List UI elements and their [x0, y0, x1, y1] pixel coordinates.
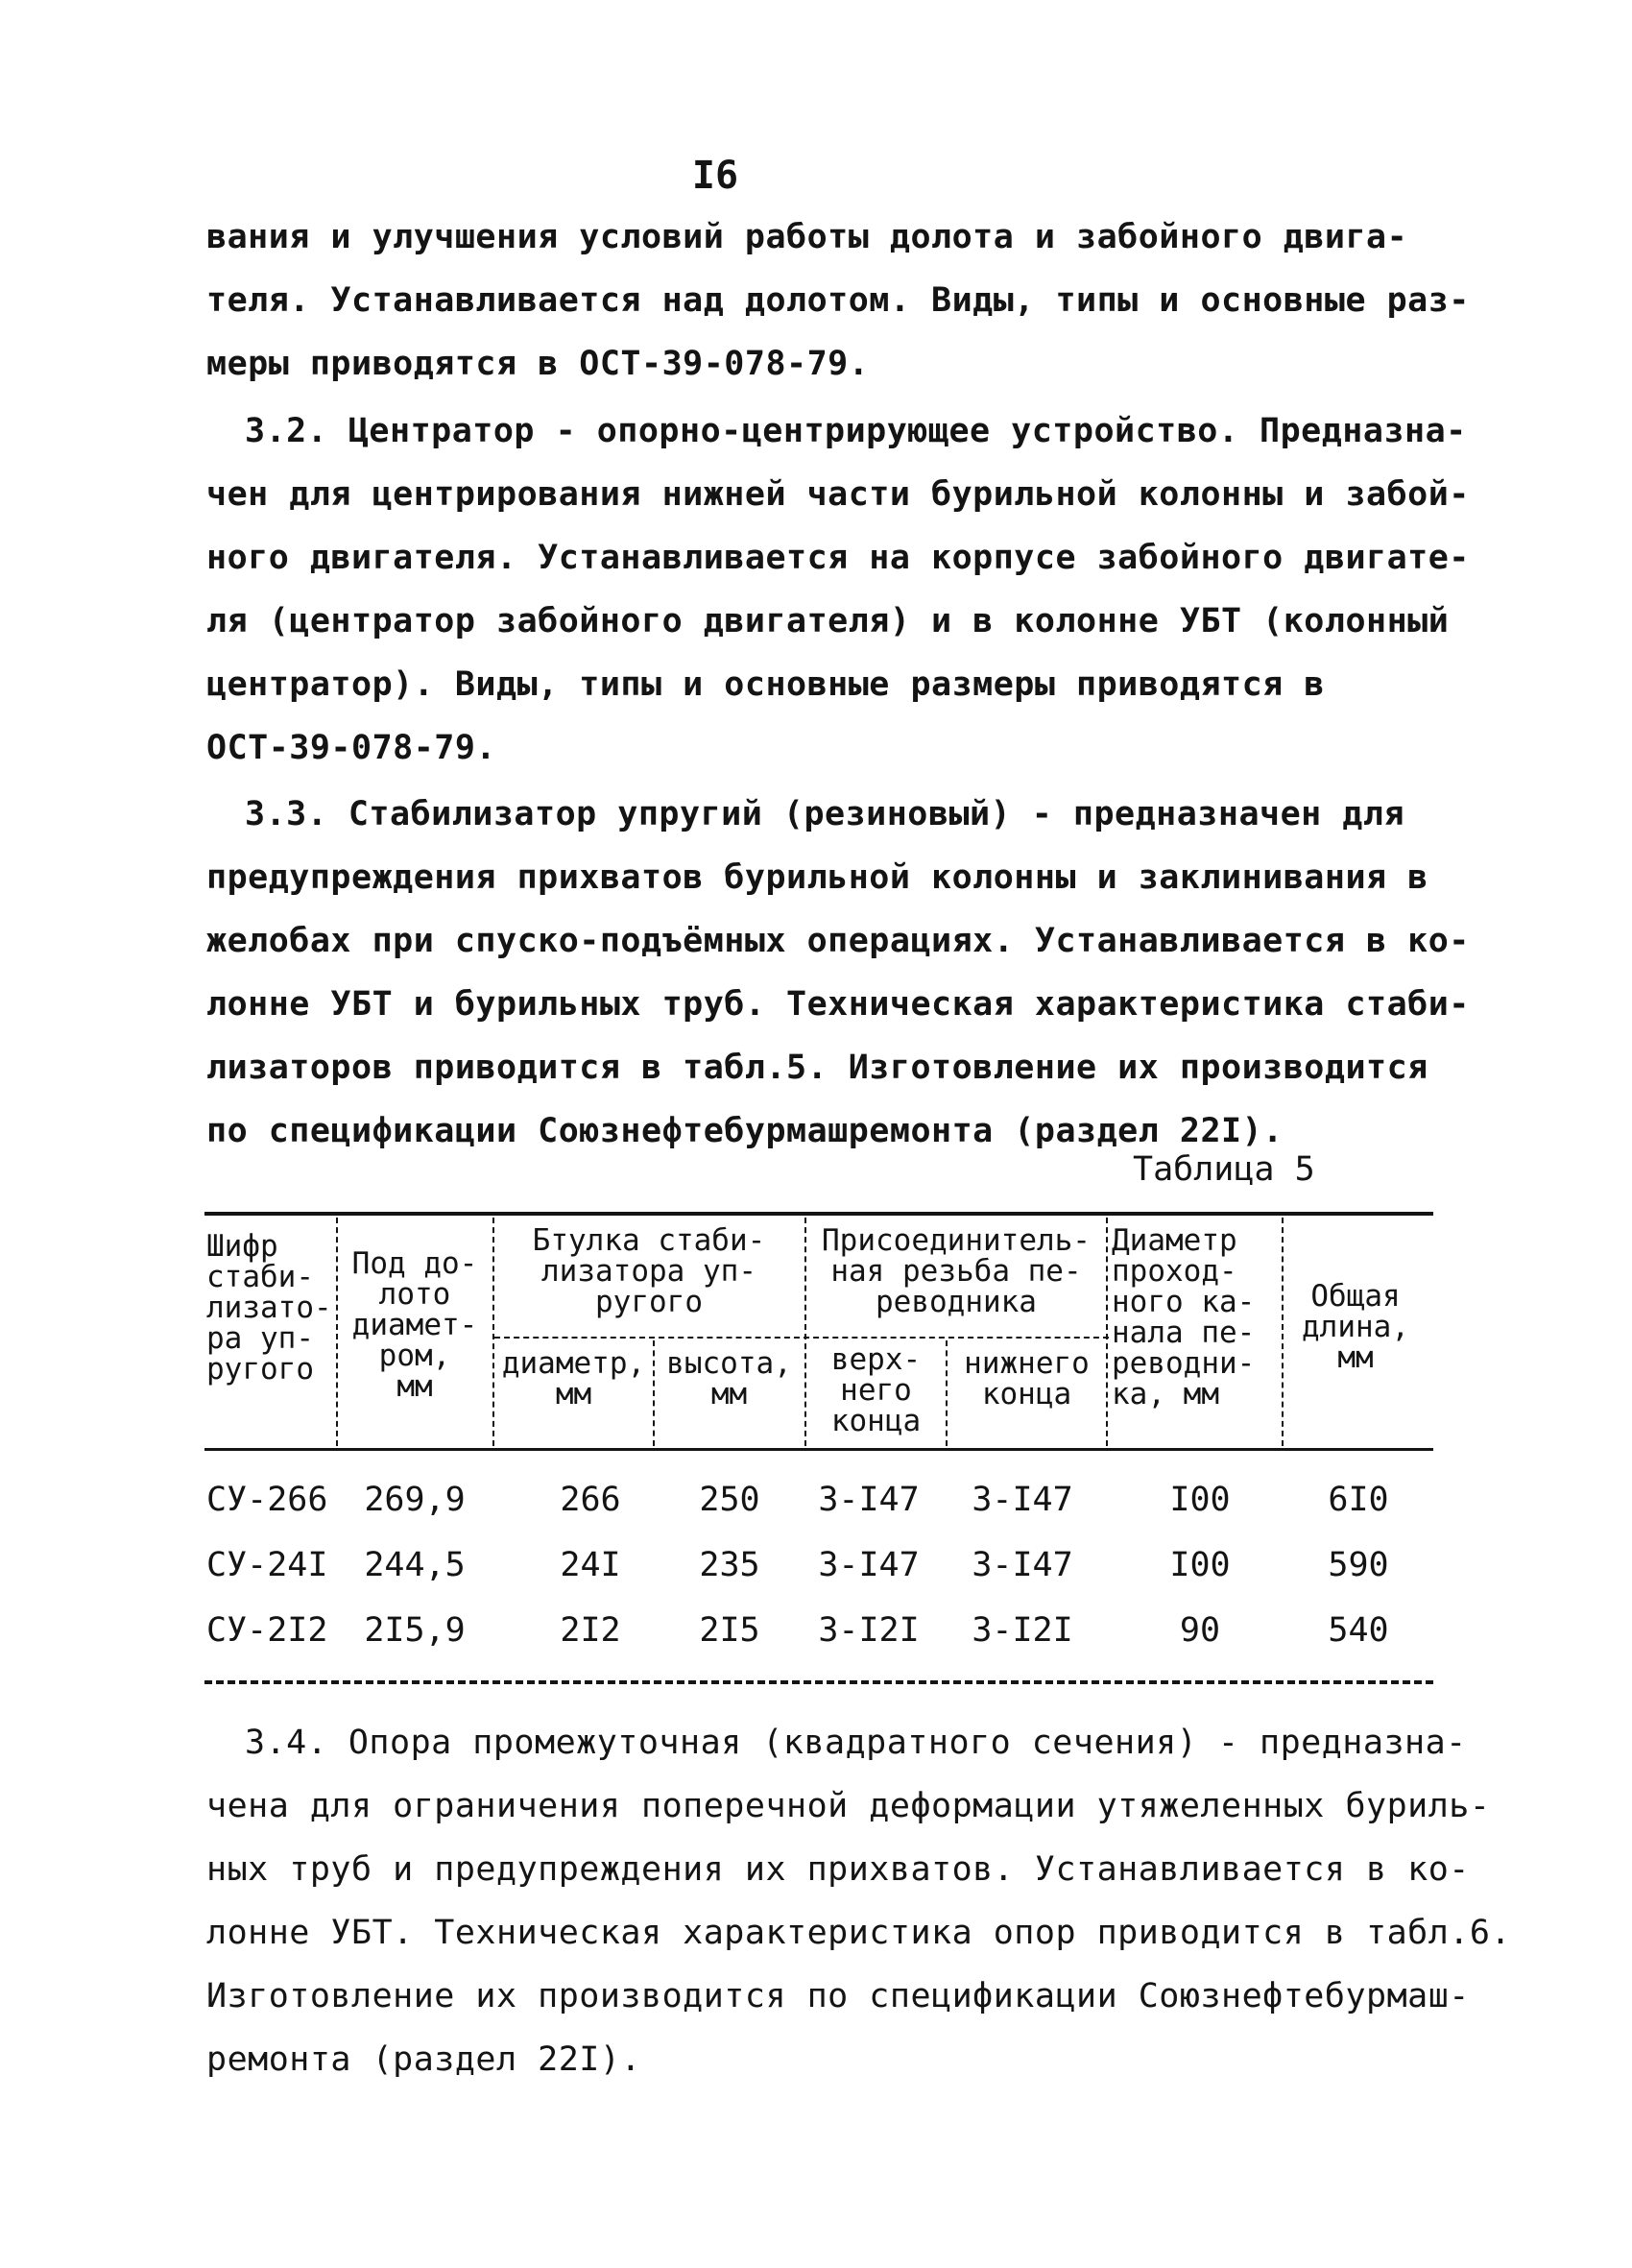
cell-channel: I00 — [1169, 1481, 1231, 1519]
header-thread-upper: верх- него конца — [830, 1342, 922, 1438]
header-code: Шифр стаби- лизато- ра уп- ругого — [206, 1229, 332, 1387]
text-line: желобах при спуско-подъёмных операциях. Устанавливается в ко- — [206, 922, 1470, 960]
table-header-rule — [204, 1448, 1433, 1451]
text-line: вания и улучшения условий работы долота и забойного двига- — [206, 218, 1408, 256]
cell-code: СУ-266 — [206, 1481, 328, 1519]
page-number: I6 — [691, 154, 739, 198]
cell-length: 6I0 — [1328, 1481, 1389, 1519]
text-line: предупреждения прихватов бурильной колонны и заклинивания в — [206, 858, 1428, 897]
cell-sleeve-height: 235 — [699, 1546, 760, 1584]
header-sleeve-height: высота, мм — [666, 1346, 792, 1411]
cell-sleeve-diameter: 266 — [560, 1481, 621, 1519]
paragraph-3-3 — [206, 783, 1470, 1163]
text-line: чена для ограничения поперечной деформации утяжеленных буриль- — [206, 1787, 1491, 1825]
text-line: лонне УБТ. Техническая характеристика опор приводится в табл.6. — [206, 1914, 1512, 1952]
text-line: ремонта (раздел 22I). — [206, 2040, 642, 2079]
cell-thread-lower: 3-I47 — [972, 1481, 1073, 1519]
table-bottom-rule — [204, 1680, 1433, 1684]
column-divider — [1106, 1218, 1108, 1446]
table-top-rule — [204, 1212, 1433, 1216]
cell-channel: 90 — [1179, 1611, 1221, 1650]
text-line: 3.3. Стабилизатор упругий (резиновый) - предназначен для — [245, 795, 1405, 833]
header-thread-lower: нижнего конца — [964, 1346, 1090, 1411]
cell-thread-upper: 3-I47 — [818, 1546, 920, 1584]
cell-code: СУ-24I — [206, 1546, 328, 1584]
table-caption: Таблица 5 — [1133, 1150, 1315, 1189]
text-line: ных труб и предупреждения их прихватов. Устанавливается в ко- — [206, 1850, 1470, 1889]
text-line: лонне УБТ и бурильных труб. Техническая характеристика стаби- — [206, 985, 1470, 1024]
text-line: 3.2. Центратор - опорно-центрирующее устройство. Предназна- — [245, 412, 1467, 450]
cell-length: 590 — [1328, 1546, 1389, 1584]
cell-channel: I00 — [1169, 1546, 1231, 1584]
text-line: 3.4. Опора промежуточная (квадратного сечения) - предназна- — [245, 1724, 1467, 1762]
cell-code: СУ-2I2 — [206, 1611, 328, 1650]
cell-bit: 269,9 — [364, 1481, 466, 1519]
text-line: меры приводятся в ОСТ-39-078-79. — [206, 345, 870, 383]
header-sleeve: Бтулка стаби- лизатора уп- ругого — [532, 1223, 766, 1319]
table-subheader-rule — [494, 1337, 1109, 1339]
paragraph-3-4 — [206, 1711, 1512, 2091]
text-line: центратор). Виды, типы и основные размеры приводятся в — [206, 665, 1325, 704]
cell-thread-upper: 3-I2I — [818, 1611, 920, 1650]
header-total-length: Общая длина, мм — [1302, 1279, 1409, 1375]
cell-thread-upper: 3-I47 — [818, 1481, 920, 1519]
paragraph-continuation — [206, 205, 1470, 396]
text-line: по спецификации Союзнефтебурмашремонта (раздел 22I). — [206, 1112, 1284, 1150]
cell-bit: 244,5 — [364, 1546, 466, 1584]
cell-sleeve-height: 2I5 — [699, 1611, 760, 1650]
cell-sleeve-diameter: 2I2 — [560, 1611, 621, 1650]
header-channel-diameter: Диаметр проход- ного ка- нала пе- реводни- ка, мм — [1112, 1223, 1256, 1411]
cell-bit: 2I5,9 — [364, 1611, 466, 1650]
cell-sleeve-diameter: 24I — [560, 1546, 621, 1584]
text-line: ля (центратор забойного двигателя) и в колонне УБТ (колонный — [206, 602, 1450, 640]
cell-sleeve-height: 250 — [699, 1481, 760, 1519]
header-thread: Присоединитель- ная резьба пе- реводника — [822, 1223, 1091, 1319]
cell-length: 540 — [1328, 1611, 1389, 1650]
text-line: ОСТ-39-078-79. — [206, 729, 497, 767]
text-line: чен для центрирования нижней части бурильной колонны и забой- — [206, 475, 1470, 514]
header-sleeve-diameter: диаметр, мм — [501, 1346, 646, 1411]
text-line: Изготовление их производится по спецификации Союзнефтебурмаш- — [206, 1977, 1470, 2015]
text-line: теля. Устанавливается над долотом. Виды, типы и основные раз- — [206, 281, 1470, 320]
paragraph-3-2 — [206, 399, 1470, 780]
text-line: лизаторов приводится в табл.5. Изготовление их производится — [206, 1049, 1428, 1087]
cell-thread-lower: 3-I2I — [972, 1611, 1073, 1650]
header-bit-diameter: Под до- лото диамет- ром, мм — [351, 1246, 478, 1404]
cell-thread-lower: 3-I47 — [972, 1546, 1073, 1584]
text-line: ного двигателя. Устанавливается на корпусе забойного двигате- — [206, 539, 1470, 577]
